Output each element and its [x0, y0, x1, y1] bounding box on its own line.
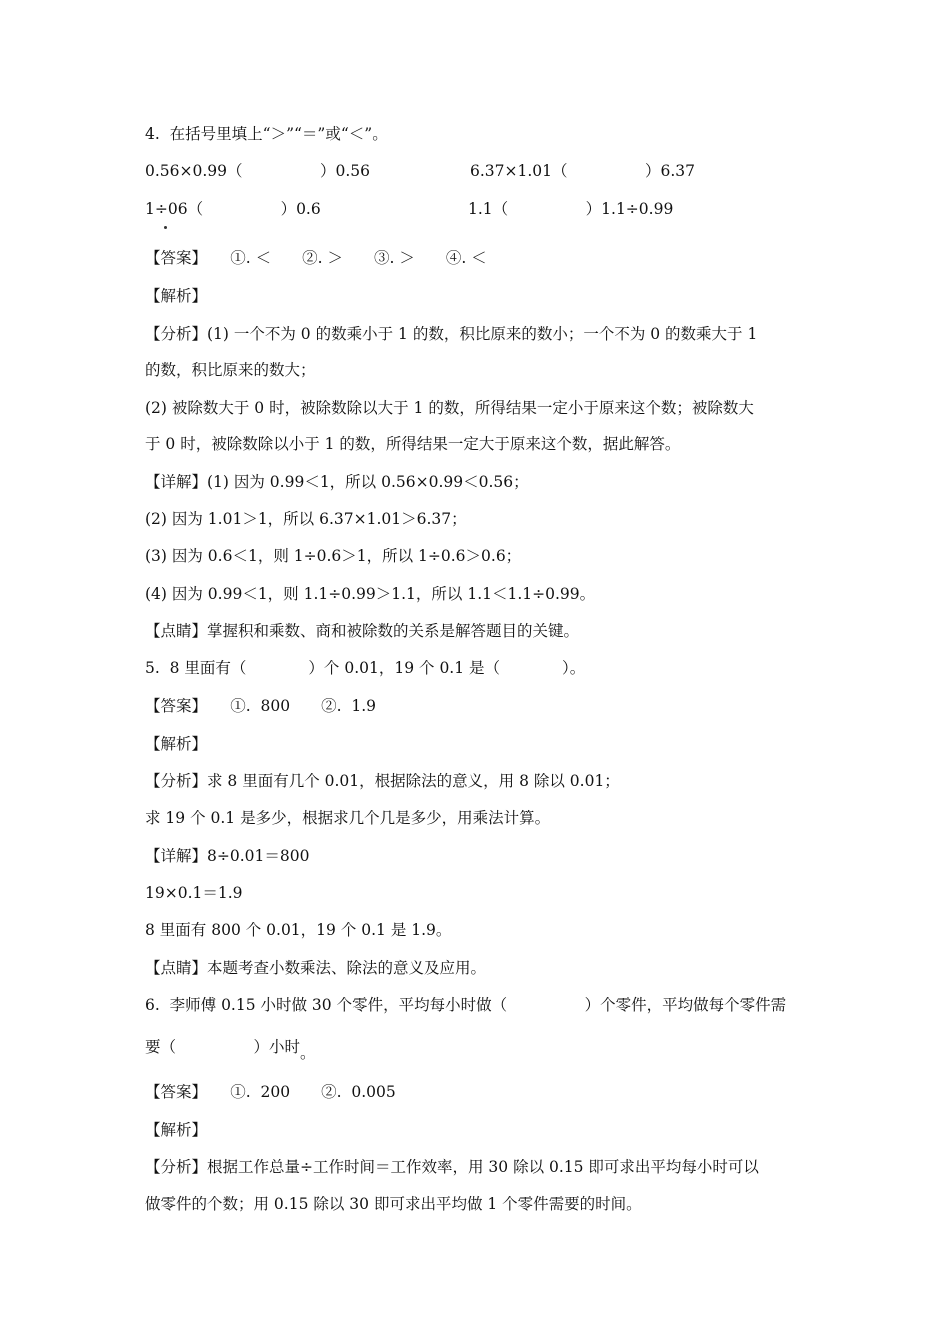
q4-analysis-label: 【解析】	[145, 287, 208, 305]
q4-row2-right: 1.1（ ）1.1÷0.99	[468, 200, 674, 218]
q5-xiangjie-line2: 19×0.1＝1.9	[145, 884, 243, 902]
q5-answer: 【答案】 ①. 800 ②. 1.9	[145, 697, 377, 715]
q4-fenxi-line3: (2) 被除数大于 0 时，被除数除以大于 1 的数，所得结果一定小于原来这个数；被除数大	[145, 399, 754, 417]
q5-fenxi-line1: 【分析】求 8 里面有几个 0.01，根据除法的意义，用 8 除以 0.01；	[145, 772, 620, 790]
q6-title-line1: 6. 李师傅 0.15 小时做 30 个零件，平均每小时做（ ）个零件，平均做每个零件需	[145, 996, 787, 1014]
q4-row1-left: 0.56×0.99（ ）0.56	[145, 162, 371, 180]
q4-xiangjie-line2: (2) 因为 1.01＞1，所以 6.37×1.01＞6.37；	[145, 510, 467, 528]
q6-answer: 【答案】 ①. 200 ②. 0.005	[145, 1083, 396, 1101]
q4-fenxi-line4: 于 0 时，被除数除以小于 1 的数，所得结果一定大于原来这个数，据此解答。	[145, 435, 681, 453]
q5-analysis-label: 【解析】	[145, 735, 208, 753]
q6-title-line2-period: 。	[300, 1044, 316, 1062]
q4-answer: 【答案】 ①. ＜ ②. ＞ ③. ＞ ④. ＜	[145, 249, 487, 267]
q4-row2-left: 1÷06（ ）0.6	[145, 200, 321, 218]
q4-xiangjie-line4: (4) 因为 0.99＜1，则 1.1÷0.99＞1.1，所以 1.1＜1.1÷0.99。	[145, 585, 596, 603]
q4-fenxi-line2: 的数，积比原来的数大；	[145, 361, 316, 379]
q6-title-line2-text: 要（ ）小时	[145, 1038, 301, 1056]
q4-xiangjie-line1: 【详解】(1) 因为 0.99＜1，所以 0.56×0.99＜0.56；	[145, 473, 529, 491]
q5-xiangjie-line1: 【详解】8÷0.01＝800	[145, 847, 310, 865]
q6-fenxi-line2: 做零件的个数；用 0.15 除以 30 即可求出平均做 1 个零件需要的时间。	[145, 1195, 642, 1213]
q5-title: 5. 8 里面有（ ）个 0.01，19 个 0.1 是（ ）。	[145, 659, 586, 677]
q5-xiangjie-line3: 8 里面有 800 个 0.01，19 个 0.1 是 1.9。	[145, 921, 452, 939]
q6-fenxi-line1: 【分析】根据工作总量÷工作时间＝工作效率，用 30 除以 0.15 即可求出平均每小时可以	[145, 1158, 759, 1176]
q4-dianjing: 【点睛】掌握积和乘数、商和被除数的关系是解答题目的关键。	[145, 622, 580, 640]
q5-fenxi-line2: 求 19 个 0.1 是多少，根据求几个几是多少，用乘法计算。	[145, 809, 551, 827]
q6-analysis-label: 【解析】	[145, 1121, 208, 1139]
q6-title-line2	[145, 1036, 316, 1062]
underdot-mark	[164, 226, 167, 229]
q4-row1-right: 6.37×1.01（ ）6.37	[470, 162, 696, 180]
q5-dianjing: 【点睛】本题考查小数乘法、除法的意义及应用。	[145, 959, 487, 977]
q4-xiangjie-line3: (3) 因为 0.6＜1，则 1÷0.6＞1，所以 1÷0.6＞0.6；	[145, 547, 522, 565]
q4-fenxi-line1: 【分析】(1) 一个不为 0 的数乘小于 1 的数，积比原来的数小；一个不为 0 的数乘大于 1	[145, 325, 758, 343]
q4-title: 4. 在括号里填上“＞”“＝”或“＜”。	[145, 125, 388, 143]
